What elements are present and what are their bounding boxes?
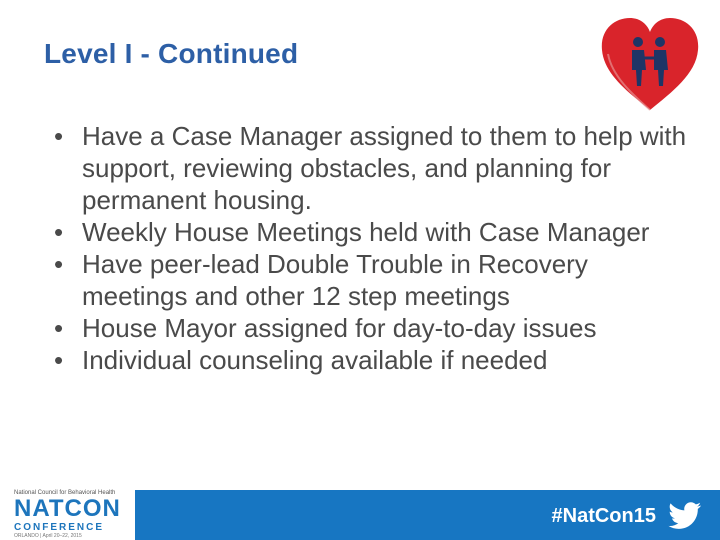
- bullet-dot: •: [54, 217, 64, 247]
- bullet-text: Have a Case Manager assigned to them to help with support, reviewing obstacles, and planning for permanent housing.: [82, 121, 687, 215]
- twitter-bird-icon: [668, 502, 702, 530]
- bullet-item: [52, 120, 692, 216]
- bullet-text: House Mayor assigned for day-to-day issues: [82, 313, 597, 343]
- bullet-list: [52, 120, 692, 376]
- natcon-logo: [0, 488, 135, 540]
- heart-with-people-icon: [598, 14, 702, 114]
- bullet-text: Have peer-lead Double Trouble in Recovery meetings and other 12 step meetings: [82, 249, 588, 311]
- bullet-item: [52, 312, 692, 344]
- slide-title: Level I - Continued: [44, 38, 299, 69]
- bullet-text: Individual counseling available if needed: [82, 345, 548, 375]
- bullet-dot: •: [54, 345, 64, 375]
- logo-subtitle: CONFERENCE: [14, 522, 105, 533]
- logo-dates: ORLANDO | April 20–22, 2015: [14, 533, 82, 539]
- bullet-dot: •: [54, 121, 64, 151]
- bullet-item: [52, 344, 692, 376]
- bullet-item: [52, 248, 692, 312]
- bullet-item: [52, 216, 692, 248]
- hashtag: #NatCon15: [551, 505, 656, 527]
- bullet-dot: •: [54, 249, 64, 279]
- bullet-text: Weekly House Meetings held with Case Manager: [82, 217, 650, 247]
- bullet-dot: •: [54, 313, 64, 343]
- logo-word: NATCON: [14, 495, 121, 522]
- org-name: National Council for Behavioral Health: [14, 490, 116, 496]
